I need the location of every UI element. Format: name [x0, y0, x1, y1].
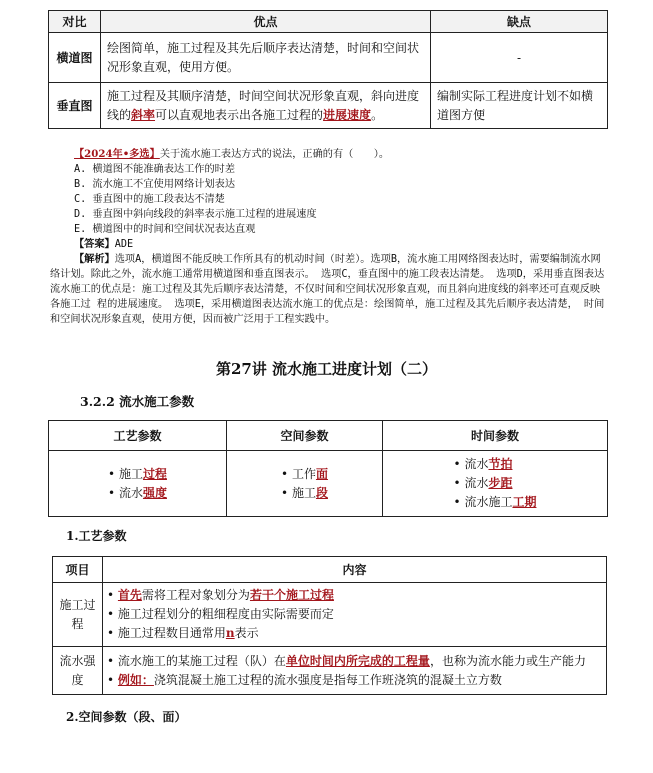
comparison-table — [48, 10, 608, 129]
row-label: 横道图 — [49, 33, 101, 83]
table-row — [49, 83, 608, 129]
content-cell — [103, 583, 607, 647]
option: C. 垂直图中的施工段表达不清楚 — [74, 194, 225, 205]
table-header: 空间参数 — [227, 421, 383, 451]
highlight-text: 斜率 — [131, 107, 156, 122]
analysis-label: 【解析】 — [74, 253, 115, 265]
row-label: 垂直图 — [49, 83, 101, 129]
table-header-row — [49, 421, 608, 451]
text: 流水 — [464, 457, 489, 471]
time-params-cell — [383, 451, 608, 517]
table-header-row — [53, 557, 607, 583]
question-stem — [50, 147, 606, 162]
table-header: 对比 — [49, 11, 101, 33]
highlight-text: 若干个施工过程 — [249, 588, 334, 602]
table-header: 优点 — [101, 11, 431, 33]
row-label: 施工过程 — [53, 583, 103, 647]
space-params-cell — [227, 451, 383, 517]
text: 施工过程数目通常用 — [117, 626, 226, 640]
answer-label: 【答案】 — [74, 238, 115, 250]
highlight-text: 过程 — [142, 466, 167, 481]
table-header: 工艺参数 — [49, 421, 227, 451]
content-cell — [103, 647, 607, 695]
table-header: 项目 — [53, 557, 103, 583]
list-item — [108, 484, 167, 503]
list-item — [108, 465, 167, 484]
text: 流水施工的某施工过程（队）在 — [117, 653, 286, 668]
option: B. 流水施工不宜使用网络计划表达 — [74, 179, 236, 190]
list-item — [454, 493, 537, 512]
subsection-title: 2.空间参数（段、面） — [66, 710, 187, 724]
text: 流水 — [118, 485, 143, 500]
list-item — [454, 474, 537, 493]
highlight-text: 工期 — [512, 495, 537, 509]
highlight-text: n — [225, 626, 235, 640]
text: 表示 — [234, 626, 259, 640]
process-params-table — [52, 556, 607, 695]
text: 工作 — [291, 466, 316, 481]
row-label: 流水强度 — [53, 647, 103, 695]
cons-cell: 编制实际工程进度计划不如横道图方便 — [431, 83, 608, 129]
highlight-text: 面 — [315, 466, 328, 481]
question-tag: 【2024年•多选】 — [74, 148, 160, 160]
analysis — [50, 252, 606, 327]
table-row — [53, 583, 607, 647]
table-header: 时间参数 — [383, 421, 608, 451]
table-row — [49, 33, 608, 83]
list-item — [281, 465, 328, 484]
highlight-text: 单位时间内所完成的工程量 — [285, 653, 430, 668]
text: 施工 — [291, 485, 316, 500]
pros-cell — [101, 83, 431, 129]
answer — [50, 237, 606, 252]
bullet-line — [107, 652, 602, 671]
highlight-text: 段 — [315, 485, 328, 500]
analysis-text: 选项A，横道图不能反映工作所具有的机动时间（时差）。选项B，流水施工用网络图表达时，需要编制流水网络计划。除此之外，流水施工通常用横道图和垂直图表示。 选项C，垂直图中的施工段表达清楚。 选项D，采用垂直图表达流水施工的优点是：施工过程及其先后顺序表达清楚，不仅时间和空间状况形象直观，而且斜向进度线的斜率还可直观反映各施工过 程的进展速度。 选项E，采用横道图表达流水施工的优点是：绘图简单，施工过程及其先后顺序表达清楚， 时间和空间状况形象直观，使用方便，因而被广泛用于工程实践中。 — [50, 254, 605, 325]
list-item — [454, 455, 537, 474]
table-header-row — [49, 11, 608, 33]
option: A. 横道图不能准确表达工作的时差 — [74, 164, 236, 175]
pros-cell: 绘图简单，施工过程及其先后顺序表达清楚，时间和空间状况形象直观，使用方便。 — [101, 33, 431, 83]
process-params-cell — [49, 451, 227, 517]
highlight-text: 首先 — [117, 588, 142, 602]
bullet-line: • 施工过程划分的粗细程度由实际需要而定 — [107, 605, 602, 624]
text: 需将工程对象划分为 — [141, 588, 250, 602]
table-header: 内容 — [103, 557, 607, 583]
section-title: 3.2.2 流水施工参数 — [80, 394, 195, 409]
text: 可以直观地表示出各施工过程的 — [155, 107, 324, 122]
highlight-text: 例如： — [117, 672, 154, 687]
highlight-text: 步距 — [488, 476, 513, 490]
highlight-text: 强度 — [142, 485, 167, 500]
text: 施工 — [118, 466, 143, 481]
subsection-title: 1.工艺参数 — [66, 529, 127, 543]
answer-value: ADE — [114, 239, 134, 250]
stem-text: 关于流水施工表达方式的说法，正确的有（ ）。 — [159, 149, 390, 160]
bullet-line — [107, 671, 602, 690]
lecture-title: 第27讲 流水施工进度计划（二） — [215, 360, 438, 378]
exam-question — [50, 147, 606, 327]
table-row — [53, 647, 607, 695]
table-row — [49, 451, 608, 517]
list-item — [281, 484, 328, 503]
text: 施工过程及其顺序清楚，时间空间状况形象直观，斜向进度线的 — [107, 88, 420, 122]
highlight-text: 节拍 — [488, 457, 513, 471]
highlight-text: 进展速度 — [323, 107, 372, 122]
text: 浇筑混凝土施工过程的流水强度是指每工作班浇筑的混凝土立方数 — [153, 672, 502, 687]
option: E. 横道图中的时间和空间状况表达直观 — [74, 224, 256, 235]
bullet-line — [107, 586, 602, 605]
text: 。 — [371, 107, 384, 122]
parameters-table — [48, 420, 608, 517]
text: 流水施工 — [464, 495, 513, 509]
text: 流水 — [464, 476, 489, 490]
table-header: 缺点 — [431, 11, 608, 33]
bullet-line — [107, 624, 602, 643]
text: ，也称为流水能力或生产能力 — [429, 653, 586, 668]
cons-cell: - — [431, 33, 608, 83]
option: D. 垂直图中斜向线段的斜率表示施工过程的进展速度 — [74, 209, 317, 220]
